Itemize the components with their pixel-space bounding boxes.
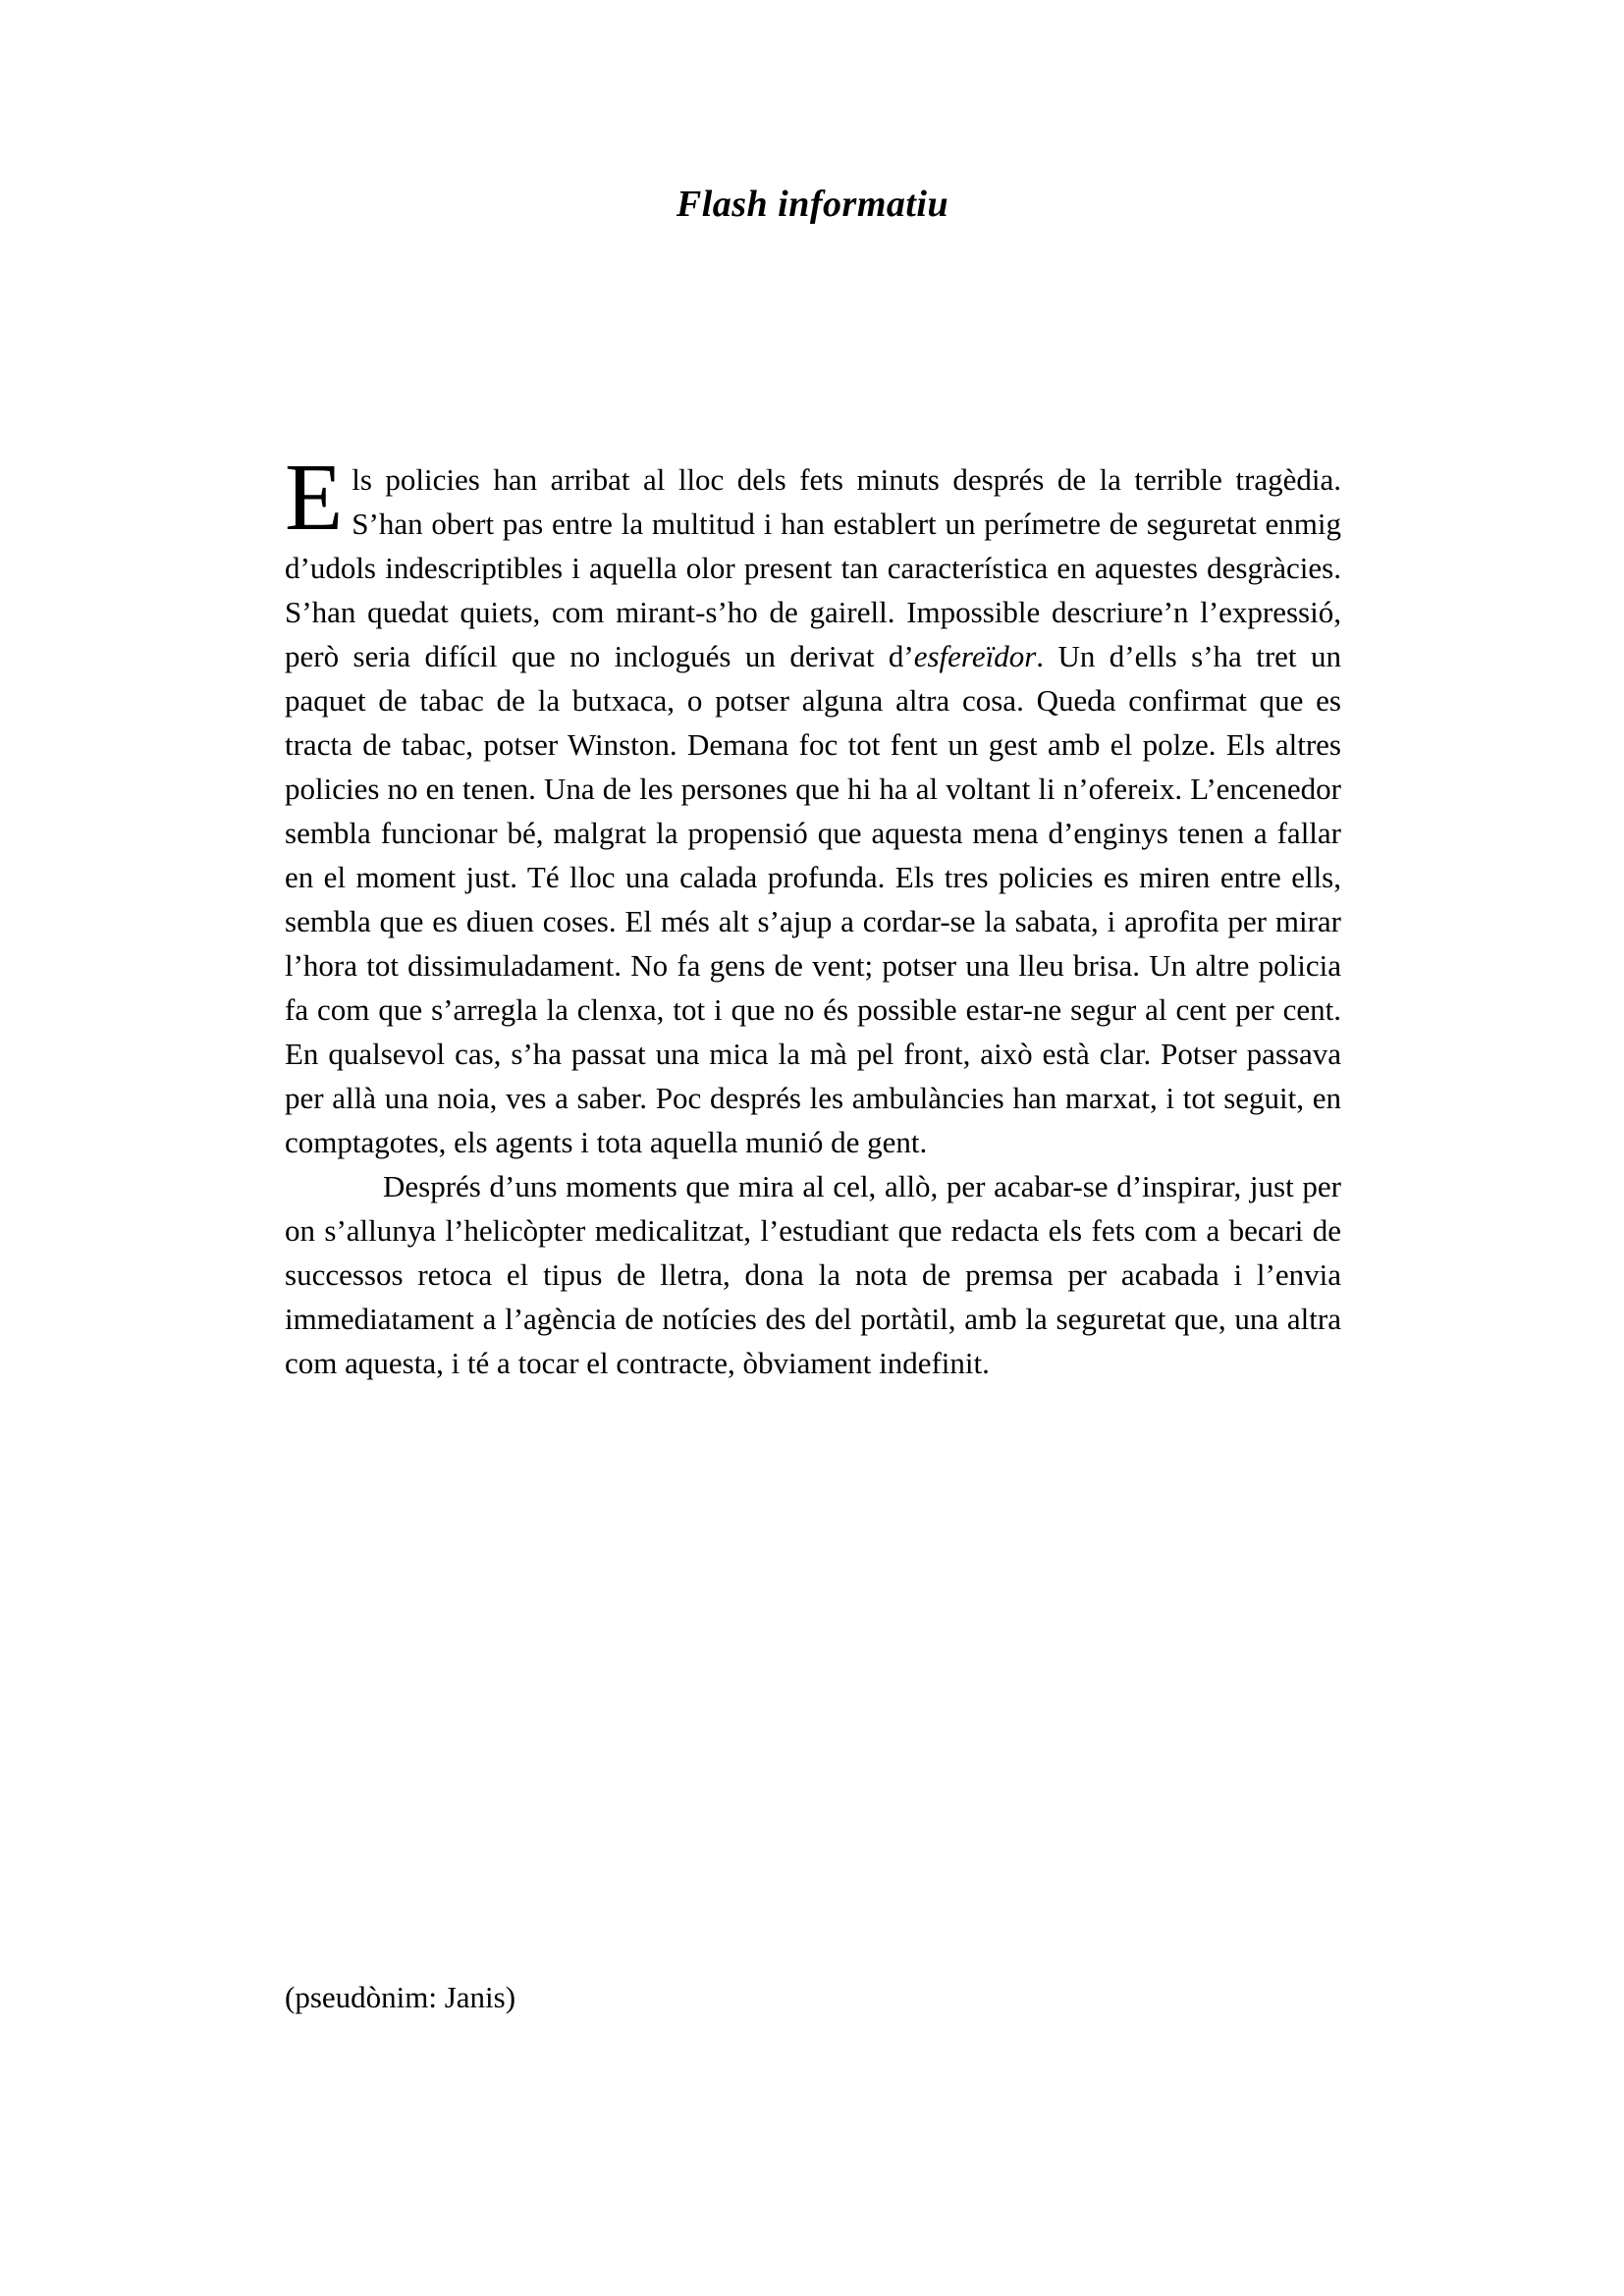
paragraph-second: Després d’uns moments que mira al cel, allò, per acabar-se d’inspirar, just per on s’allunya l’helicòpter medicalitzat, l’estudiant que redacta els fets com a becari de successos retoca el tipus de lletra, dona la nota de premsa per acabada i l’envia immediatament a l’agència de notícies des del portàtil, amb la seguretat que, una altra com aquesta, i té a tocar el contracte, òbviament indefinit. bbox=[285, 1169, 1341, 1380]
paragraph-first bbox=[285, 445, 1341, 1164]
page-title: Flash informatiu bbox=[676, 184, 949, 225]
paragraph-first-lead: ls policies han arribat al lloc dels fets minuts després de la terrible tragèdia. S’han obert pas entre la multitud i han establert un perímetre de seguretat enmig d’udols indescriptibles i aquella olor present tan característica en aquestes desgràcies. S’han quedat quiets, com mirant-s’ho de gairell. Impossible descriure’n l’expressió, però seria difícil que no inclogués un derivat d’ bbox=[285, 462, 1341, 673]
drop-cap: E bbox=[285, 445, 344, 550]
author-pseudonym: (pseudònim: Janis) bbox=[285, 1980, 516, 2014]
paragraph-first-rest: . Un d’ells s’ha tret un paquet de tabac de la butxaca, o potser alguna altra cosa. Queda confirmat que es tracta de tabac, potser Winston. Demana foc tot fent un gest amb el polze. Els altres policies no en tenen. Una de les persones que hi ha al voltant li n’ofereix. L’encenedor sembla funcionar bé, malgrat la propensió que aquesta mena d’enginys tenen a fallar en el moment just. Té lloc una calada profunda. Els tres policies es miren entre ells, sembla que es diuen coses. El més alt s’ajup a cordar-se la sabata, i aprofita per mirar l’hora tot dissimuladament. No fa gens de vent; potser una lleu brisa. Un altre policia fa com que s’arregla la clenxa, tot i que no és possible estar-ne segur al cent per cent. En qualsevol cas, s’ha passat una mica la mà pel front, això està clar. Potser passava per allà una noia, ves a saber. Poc després les ambulàncies han marxat, i tot seguit, en comptagotes, els agents i tota aquella munió de gent. bbox=[285, 639, 1341, 1159]
body-text-block bbox=[285, 445, 1341, 1385]
italicized-word: esfereïdor bbox=[913, 639, 1037, 673]
